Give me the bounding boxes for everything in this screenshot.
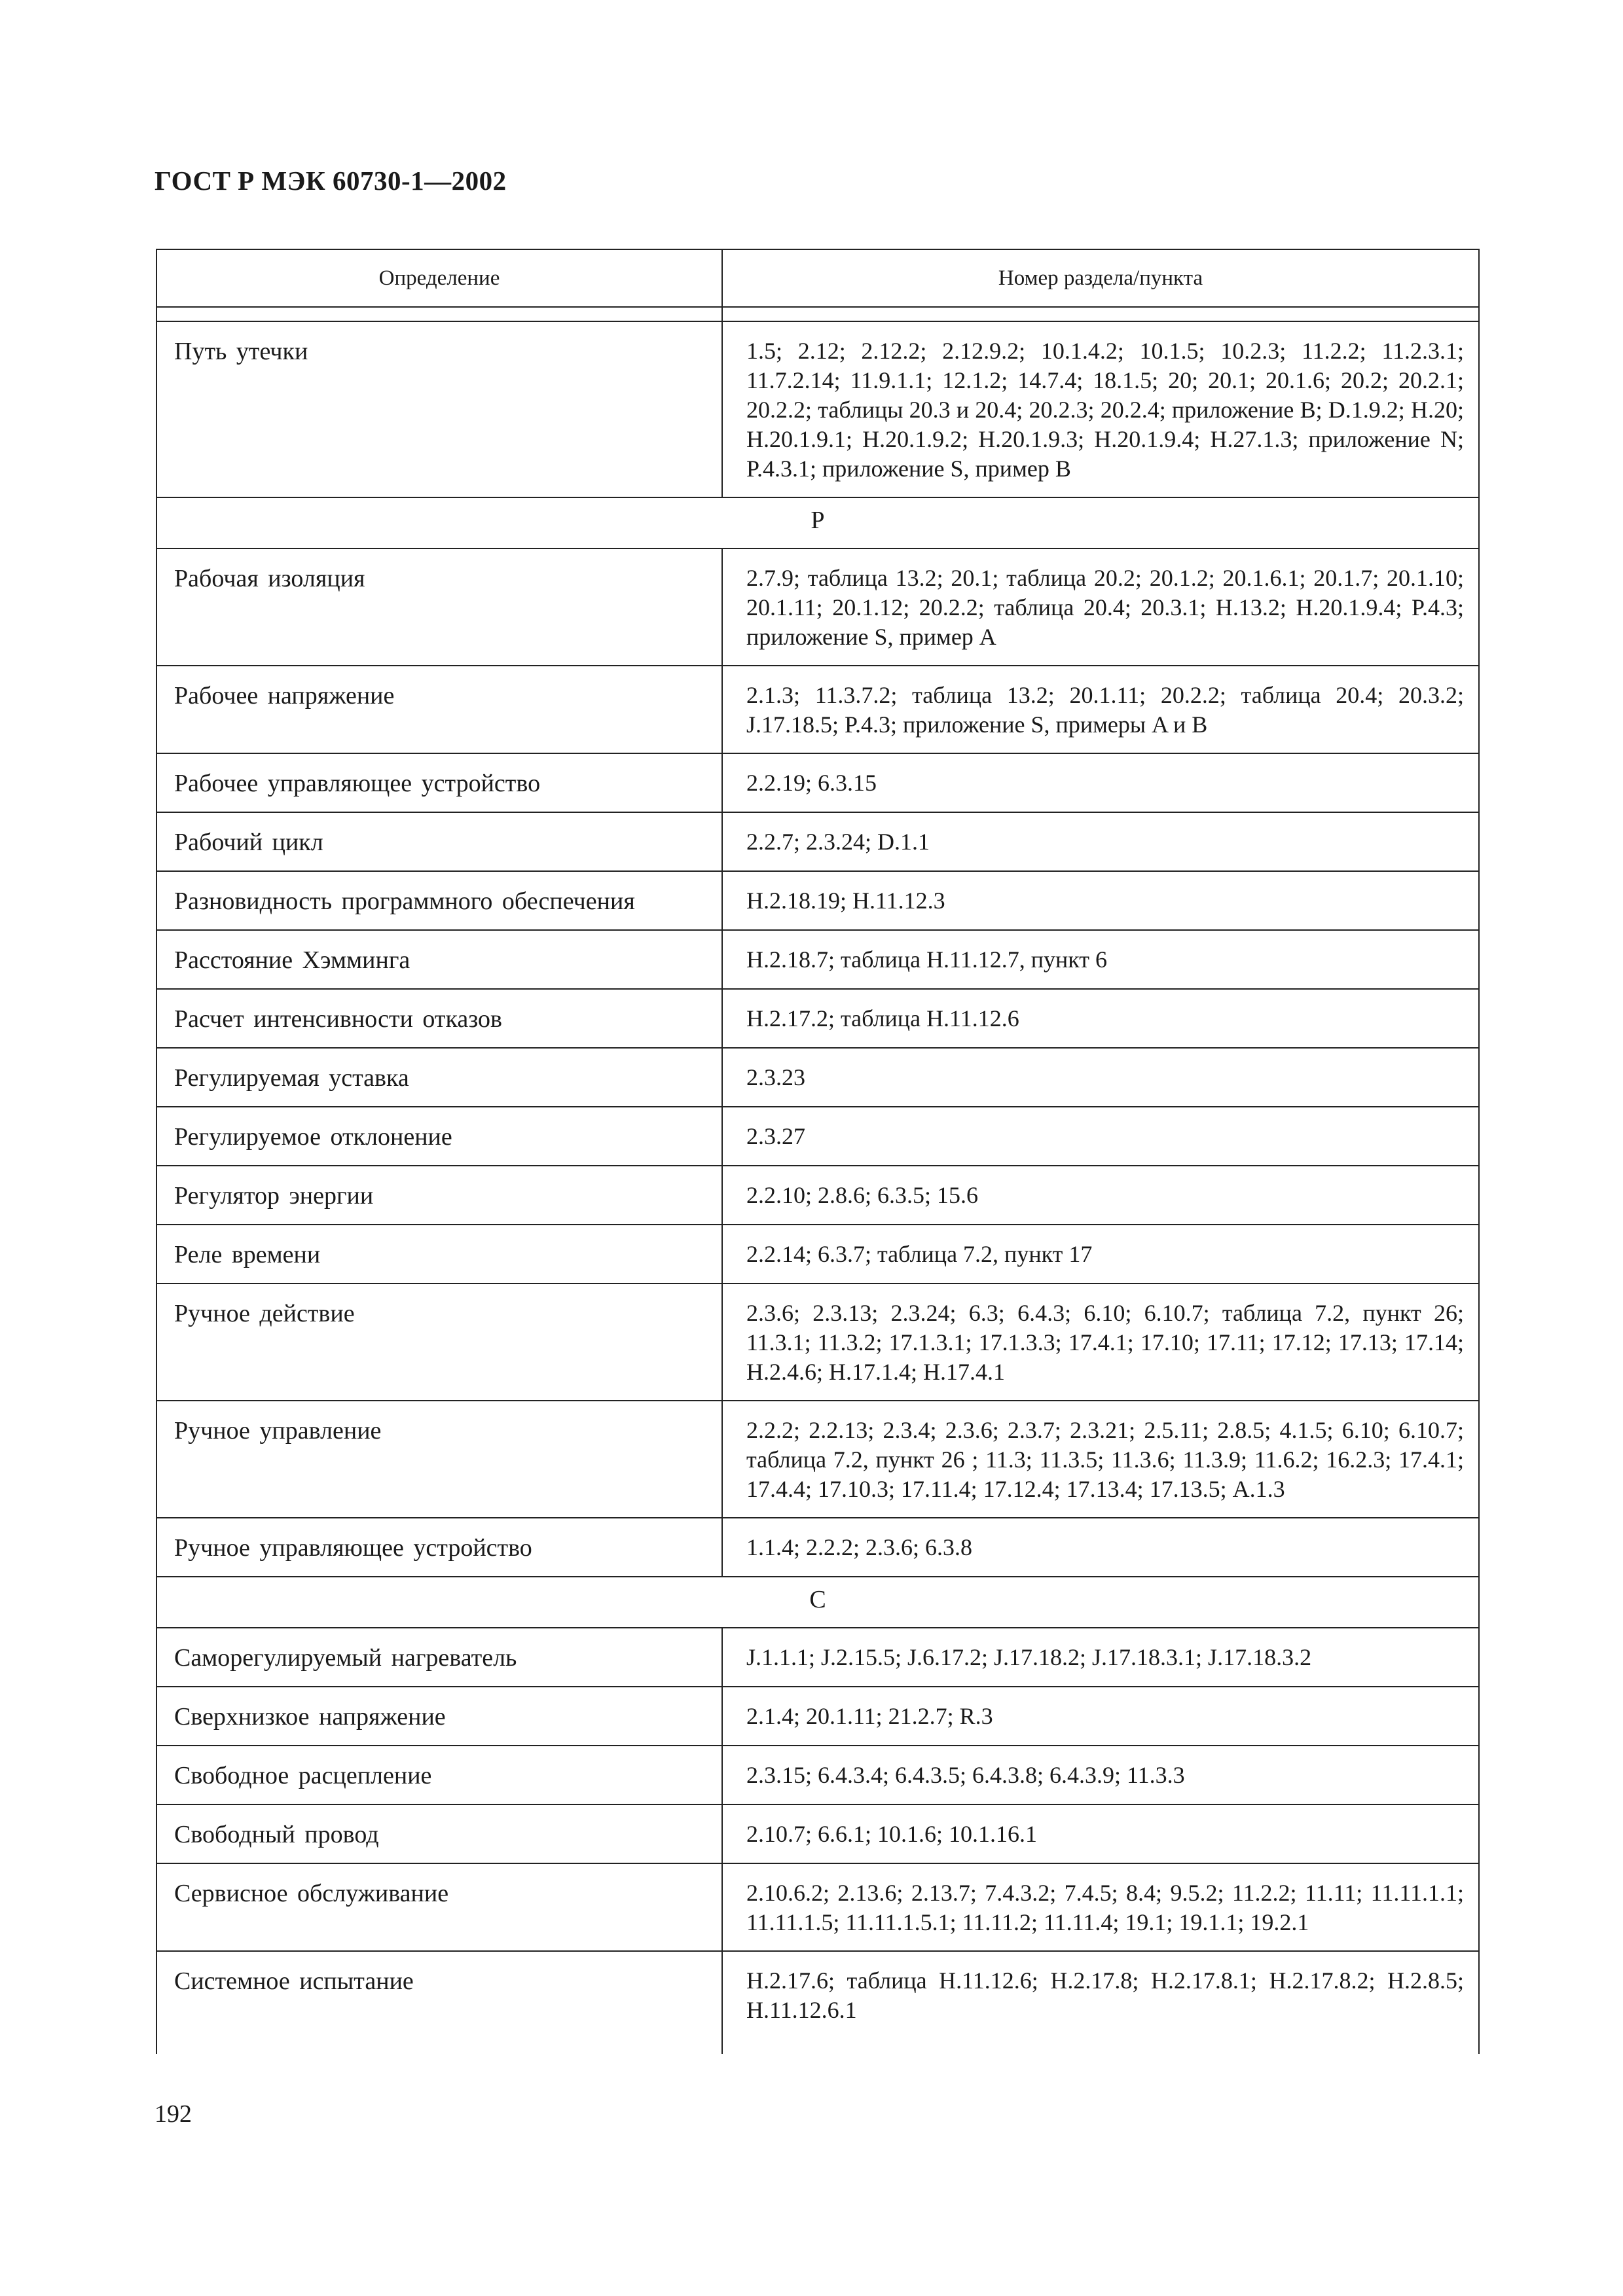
table-row (156, 1951, 1479, 2054)
term-cell: Рабочий цикл (156, 812, 722, 871)
section-refs-cell: 2.2.14; 6.3.7; таблица 7.2, пункт 17 (722, 1225, 1479, 1283)
table-row (156, 321, 1479, 497)
term-cell: Регулятор энергии (156, 1166, 722, 1225)
term-cell: Сервисное обслуживание (156, 1863, 722, 1951)
section-letter: С (156, 1577, 1479, 1628)
table-row (156, 812, 1479, 871)
letter-section-row (156, 497, 1479, 548)
term-cell: Рабочее управляющее устройство (156, 753, 722, 812)
term-cell: Регулируемое отклонение (156, 1107, 722, 1166)
section-refs-cell: 2.3.23 (722, 1048, 1479, 1107)
table-body (156, 307, 1479, 2054)
section-refs-cell: 2.2.19; 6.3.15 (722, 753, 1479, 812)
section-refs-cell: 1.5; 2.12; 2.12.2; 2.12.9.2; 10.1.4.2; 10.1.5; 10.2.3; 11.2.2; 11.2.3.1; 11.7.2.14; 11.9.1.1; 12.1.2; 14.7.4; 18.1.5; 20; 20.1; 20.1.6; 20.2; 20.2.1; 20.2.2; таблицы 20.3 и 20.4; 20.2.3; 20.2.4; приложение B; D.1.9.2; H.20; H.20.1.9.1; H.20.1.9.2; H.20.1.9.3; H.20.1.9.4; H.27.1.3; приложение N; P.4.3.1; приложение S, пример B (722, 321, 1479, 497)
table-row (156, 1687, 1479, 1746)
header-gap-row (156, 307, 1479, 321)
table-row (156, 1401, 1479, 1518)
column-header-definition: Определение (156, 249, 722, 307)
table-row (156, 871, 1479, 930)
section-refs-cell: 2.3.27 (722, 1107, 1479, 1166)
table-row (156, 1225, 1479, 1283)
section-refs-cell: H.2.18.7; таблица H.11.12.7, пункт 6 (722, 930, 1479, 989)
page-number: 192 (155, 2100, 192, 2128)
table-row (156, 1863, 1479, 1951)
term-cell: Свободное расцепление (156, 1746, 722, 1804)
section-refs-cell: H.2.17.6; таблица H.11.12.6; H.2.17.8; H.2.17.8.1; H.2.17.8.2; H.2.8.5; H.11.12.6.1 (722, 1951, 1479, 2054)
letter-section-row (156, 1577, 1479, 1628)
table-row (156, 1283, 1479, 1401)
term-cell: Расстояние Хэмминга (156, 930, 722, 989)
table-row (156, 548, 1479, 666)
term-cell: Сверхнизкое напряжение (156, 1687, 722, 1746)
section-refs-cell: 2.2.2; 2.2.13; 2.3.4; 2.3.6; 2.3.7; 2.3.21; 2.5.11; 2.8.5; 4.1.5; 6.10; 6.10.7; таблица 7.2, пункт 26 ; 11.3; 11.3.5; 11.3.6; 11.3.9; 11.6.2; 16.2.3; 17.4.1; 17.4.4; 17.10.3; 17.11.4; 17.12.4; 17.13.4; 17.13.5; A.1.3 (722, 1401, 1479, 1518)
term-cell: Путь утечки (156, 321, 722, 497)
index-table (156, 249, 1480, 2054)
section-refs-cell: H.2.18.19; H.11.12.3 (722, 871, 1479, 930)
section-refs-cell: 2.7.9; таблица 13.2; 20.1; таблица 20.2; 20.1.2; 20.1.6.1; 20.1.7; 20.1.10; 20.1.11; 20.1.12; 20.2.2; таблица 20.4; 20.3.1; H.13.2; H.20.1.9.4; P.4.3; приложение S, пример A (722, 548, 1479, 666)
table-row (156, 1746, 1479, 1804)
section-refs-cell: 2.2.10; 2.8.6; 6.3.5; 15.6 (722, 1166, 1479, 1225)
section-refs-cell: 2.3.6; 2.3.13; 2.3.24; 6.3; 6.4.3; 6.10; 6.10.7; таблица 7.2, пункт 26; 11.3.1; 11.3.2; 17.1.3.1; 17.1.3.3; 17.4.1; 17.10; 17.11; 17.12; 17.13; 17.14; H.2.4.6; H.17.1.4; H.17.4.1 (722, 1283, 1479, 1401)
section-refs-cell: 1.1.4; 2.2.2; 2.3.6; 6.3.8 (722, 1518, 1479, 1577)
term-cell: Ручное управляющее устройство (156, 1518, 722, 1577)
term-cell: Системное испытание (156, 1951, 722, 2054)
section-refs-cell: 2.10.7; 6.6.1; 10.1.6; 10.1.16.1 (722, 1804, 1479, 1863)
term-cell: Реле времени (156, 1225, 722, 1283)
table-row (156, 930, 1479, 989)
table-row (156, 753, 1479, 812)
term-cell: Ручное управление (156, 1401, 722, 1518)
term-cell: Рабочее напряжение (156, 666, 722, 753)
table-row (156, 1107, 1479, 1166)
table-row (156, 1048, 1479, 1107)
table-row (156, 1804, 1479, 1863)
table-row (156, 1518, 1479, 1577)
column-header-section-number: Номер раздела/пункта (722, 249, 1479, 307)
term-cell: Регулируемая уставка (156, 1048, 722, 1107)
term-cell: Ручное действие (156, 1283, 722, 1401)
table-row (156, 989, 1479, 1048)
section-refs-cell: 2.3.15; 6.4.3.4; 6.4.3.5; 6.4.3.8; 6.4.3.9; 11.3.3 (722, 1746, 1479, 1804)
table-row (156, 666, 1479, 753)
section-refs-cell: 2.1.3; 11.3.7.2; таблица 13.2; 20.1.11; 20.2.2; таблица 20.4; 20.3.2; J.17.18.5; P.4.3; приложение S, примеры A и B (722, 666, 1479, 753)
section-letter: Р (156, 497, 1479, 548)
term-cell: Расчет интенсивности отказов (156, 989, 722, 1048)
section-refs-cell: 2.2.7; 2.3.24; D.1.1 (722, 812, 1479, 871)
table-header-row (156, 249, 1479, 307)
section-refs-cell: 2.10.6.2; 2.13.6; 2.13.7; 7.4.3.2; 7.4.5; 8.4; 9.5.2; 11.2.2; 11.11; 11.11.1.1; 11.11.1.5; 11.11.1.5.1; 11.11.2; 11.11.4; 19.1; 19.1.1; 19.2.1 (722, 1863, 1479, 1951)
term-cell: Разновидность программного обеспечения (156, 871, 722, 930)
term-cell: Свободный провод (156, 1804, 722, 1863)
section-refs-cell: 2.1.4; 20.1.11; 21.2.7; R.3 (722, 1687, 1479, 1746)
section-refs-cell: H.2.17.2; таблица H.11.12.6 (722, 989, 1479, 1048)
term-cell: Рабочая изоляция (156, 548, 722, 666)
table-row (156, 1628, 1479, 1687)
table-row (156, 1166, 1479, 1225)
document-title: ГОСТ Р МЭК 60730-1—2002 (155, 166, 507, 196)
term-cell: Саморегулируемый нагреватель (156, 1628, 722, 1687)
section-refs-cell: J.1.1.1; J.2.15.5; J.6.17.2; J.17.18.2; J.17.18.3.1; J.17.18.3.2 (722, 1628, 1479, 1687)
